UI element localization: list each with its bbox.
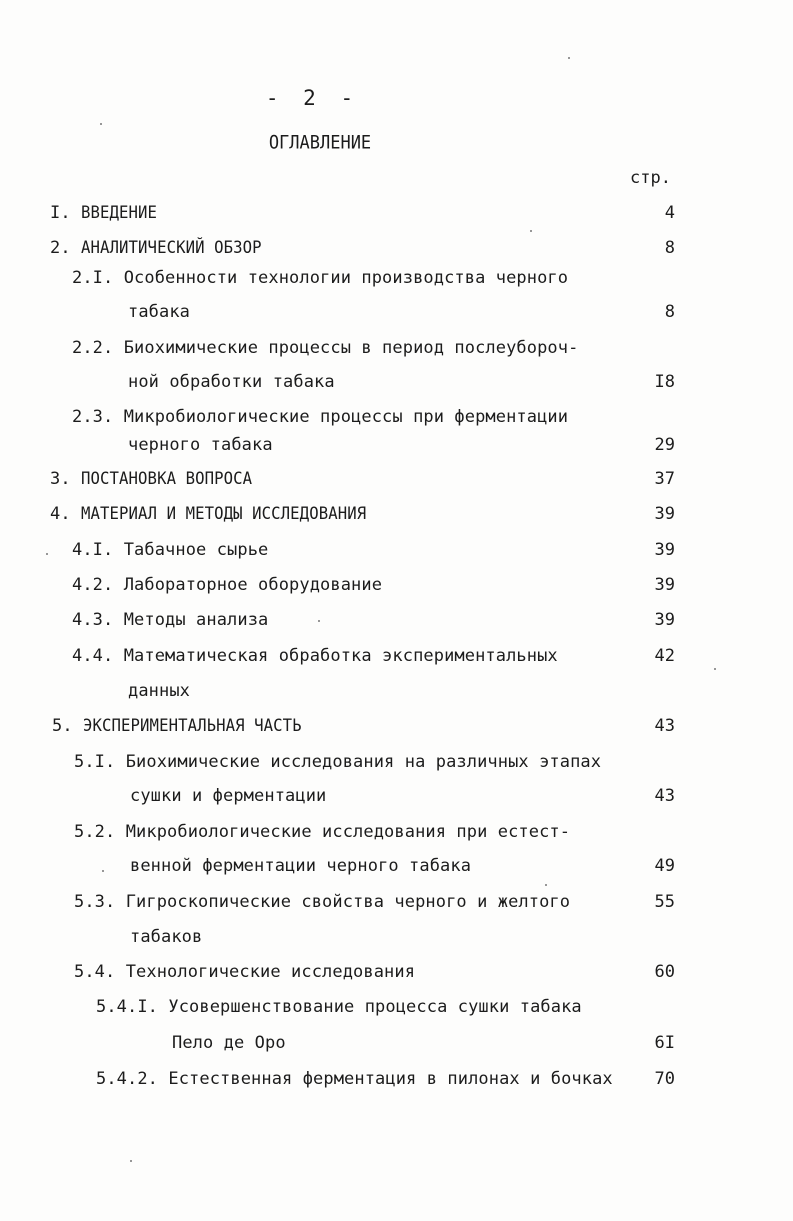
- toc-entry-number: 5.: [52, 716, 73, 736]
- toc-entry-number: 5.I.: [74, 752, 116, 772]
- toc-entry-page: 43: [654, 786, 675, 806]
- toc-entry-page: 8: [664, 238, 675, 258]
- toc-entry-page: 60: [654, 962, 675, 982]
- toc-entry-number: 2.3.: [72, 407, 114, 427]
- toc-entry-2: [50, 237, 277, 259]
- scan-speck: [100, 123, 102, 125]
- toc-entry-4-4: [72, 645, 558, 667]
- toc-entry-2-3: [72, 406, 568, 428]
- toc-entry-continuation: табака: [128, 302, 191, 322]
- scan-speck: [130, 1160, 132, 1162]
- toc-entry-number: 2.I.: [72, 268, 114, 288]
- toc-entry-title: Микробиологические исследования при естест-: [125, 822, 571, 842]
- toc-entry-continuation: данных: [128, 681, 191, 701]
- toc-entry-page: 39: [654, 540, 675, 560]
- toc-entry-5-4-1: [96, 996, 582, 1018]
- toc-entry-title: МАТЕРИАЛ И МЕТОДЫ ИССЛЕДОВАНИЯ: [81, 504, 367, 524]
- toc-entry-page: 43: [654, 716, 675, 736]
- toc-entry-number: I.: [50, 203, 71, 223]
- toc-entry-continuation: Пело де Оро: [172, 1033, 286, 1053]
- toc-entry-5-4-2: [96, 1068, 613, 1090]
- toc-entry-4-3: [72, 609, 268, 631]
- toc-entry-4-1: [72, 539, 268, 561]
- toc-entry-number: 4.I.: [72, 540, 114, 560]
- toc-entry-5: [52, 715, 321, 737]
- toc-entry-page: 39: [654, 504, 675, 524]
- toc-entry-title: Усовершенствование процесса сушки табака: [168, 997, 582, 1017]
- toc-entry-number: 4.: [50, 504, 71, 524]
- toc-entry-page: 70: [654, 1069, 675, 1089]
- toc-entry-title: Биохимические процессы в период послеубороч-: [123, 338, 579, 358]
- toc-entry-2-1: [72, 267, 568, 289]
- toc-entry-number: 5.4.: [74, 962, 116, 982]
- toc-entry-title: ВВЕДЕНИЕ: [81, 203, 158, 223]
- toc-entry-4-2: [72, 574, 382, 596]
- toc-entry-page: 29: [654, 435, 675, 455]
- toc-entry-number: 3.: [50, 469, 71, 489]
- toc-entry-title: Естественная ферментация в пилонах и бочках: [168, 1069, 613, 1089]
- toc-entry-4: [50, 503, 391, 525]
- toc-entry-title: Микробиологические процессы при ферментации: [123, 407, 569, 427]
- toc-entry-page: 42: [654, 646, 675, 666]
- toc-entry-title: Математическая обработка экспериментальных: [123, 646, 558, 666]
- toc-entry-page: 4: [664, 203, 675, 223]
- toc-entry-5-1: [74, 751, 601, 773]
- toc-entry-title: Технологические исследования: [125, 962, 416, 982]
- toc-entry-1: [50, 202, 164, 224]
- toc-entry-number: 5.4.I.: [96, 997, 159, 1017]
- pages-column-label: стр.: [630, 168, 671, 188]
- toc-entry-title: Табачное сырье: [123, 540, 269, 560]
- toc-entry-title: Гигроскопические свойства черного и желтого: [125, 892, 571, 912]
- toc-entry-title: АНАЛИТИЧЕСКИЙ ОБЗОР: [81, 238, 262, 258]
- page-number: - 2 -: [265, 86, 360, 110]
- toc-entry-2-2: [72, 337, 578, 359]
- toc-entry-number: 2.: [50, 238, 71, 258]
- toc-entry-title: Особенности технологии производства черного: [123, 268, 569, 288]
- toc-entry-continuation: венной ферментации черного табака: [130, 856, 472, 876]
- scan-speck: [714, 668, 716, 670]
- scan-speck: [568, 57, 570, 59]
- scan-speck: [318, 620, 320, 622]
- toc-entry-page: 37: [654, 469, 675, 489]
- toc-entry-3: [50, 468, 267, 490]
- scan-speck: [46, 553, 48, 555]
- toc-entry-page: 39: [654, 575, 675, 595]
- toc-entry-page: 55: [654, 892, 675, 912]
- toc-title: ОГЛАВЛЕНИЕ: [268, 131, 372, 155]
- toc-entry-number: 4.4.: [72, 646, 114, 666]
- scan-speck: [102, 870, 104, 872]
- toc-entry-number: 5.3.: [74, 892, 116, 912]
- toc-entry-title: Биохимические исследования на различных этапах: [125, 752, 602, 772]
- toc-entry-number: 5.2.: [74, 822, 116, 842]
- toc-entry-5-2: [74, 821, 570, 843]
- toc-entry-page: 6I: [654, 1033, 675, 1053]
- toc-entry-5-3: [74, 891, 570, 913]
- toc-entry-title: Лабораторное оборудование: [123, 575, 383, 595]
- toc-entry-number: 4.3.: [72, 610, 114, 630]
- toc-entry-page: I8: [654, 372, 675, 392]
- scan-speck: [530, 230, 532, 232]
- toc-entry-number: 4.2.: [72, 575, 114, 595]
- toc-entry-continuation: черного табака: [128, 435, 273, 455]
- toc-entry-5-4: [74, 961, 415, 983]
- toc-entry-page: 49: [654, 856, 675, 876]
- toc-entry-page: 8: [664, 302, 675, 322]
- scan-speck: [545, 884, 547, 886]
- toc-entry-number: 2.2.: [72, 338, 114, 358]
- toc-entry-number: 5.4.2.: [96, 1069, 159, 1089]
- toc-entry-continuation: табаков: [130, 927, 203, 947]
- toc-entry-continuation: сушки и ферментации: [130, 786, 327, 806]
- toc-entry-title: ПОСТАНОВКА ВОПРОСА: [81, 469, 253, 489]
- toc-entry-page: 39: [654, 610, 675, 630]
- toc-entry-title: Методы анализа: [123, 610, 269, 630]
- toc-entry-title: ЭКСПЕРИМЕНТАЛЬНАЯ ЧАСТЬ: [83, 716, 302, 736]
- toc-entry-continuation: ной обработки табака: [128, 372, 335, 392]
